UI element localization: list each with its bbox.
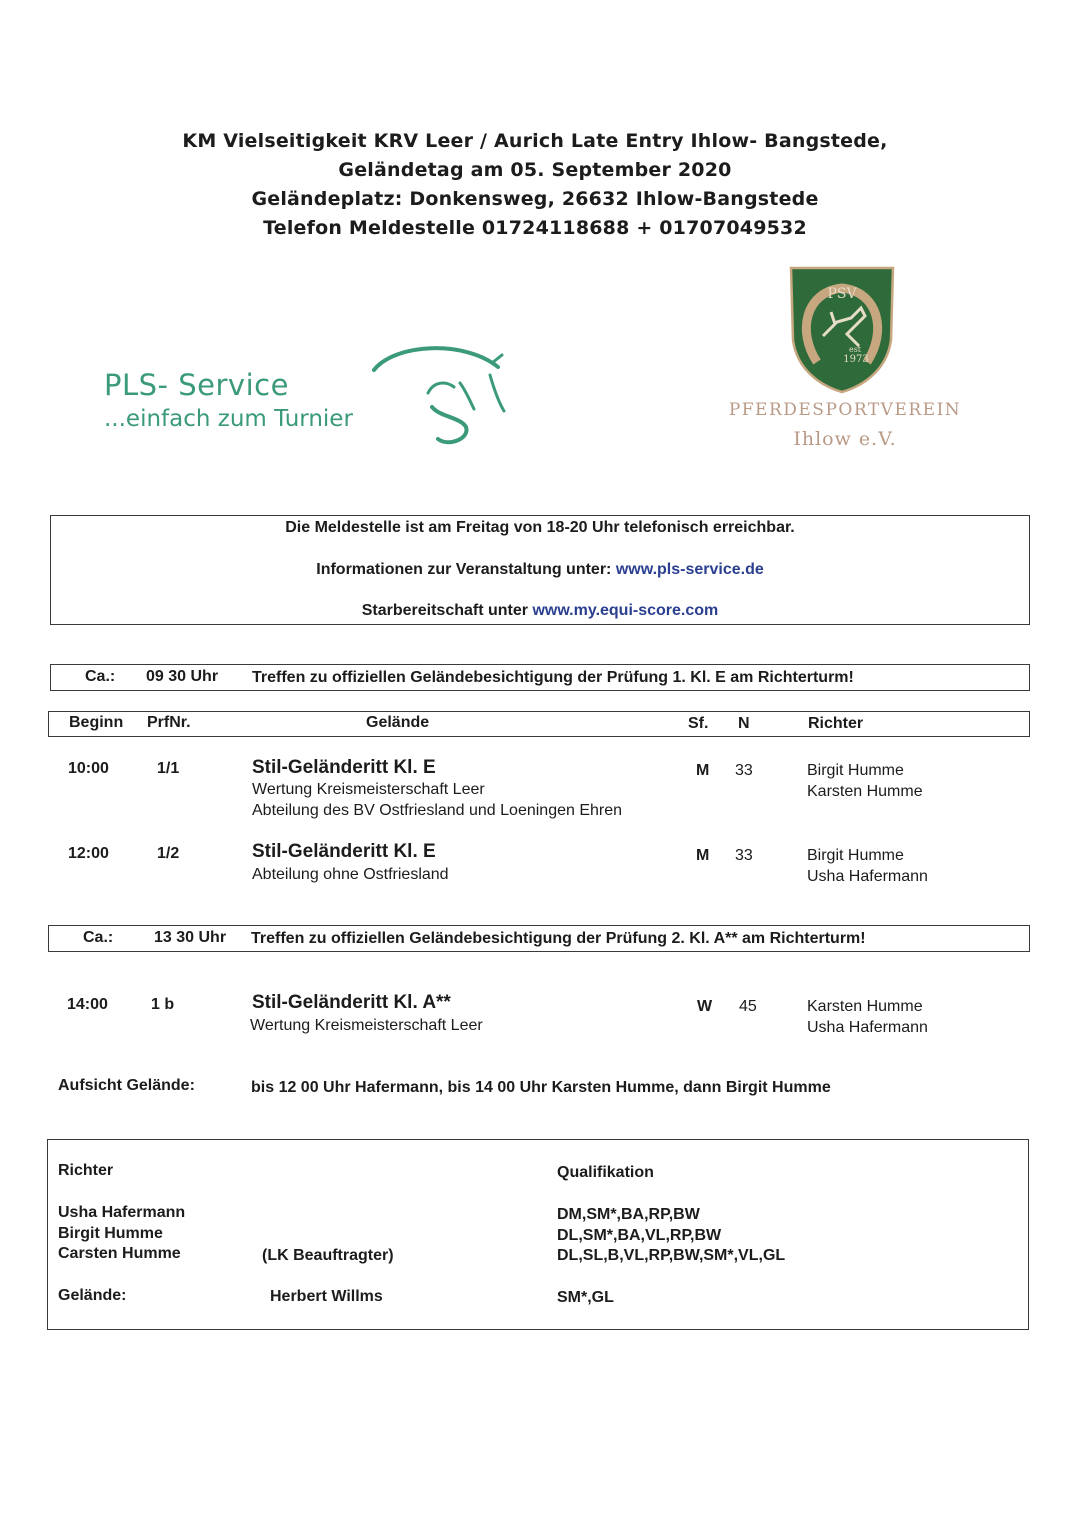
official-3-qual: DL,SL,B,VL,RP,BW,SM*,VL,GL [557,1247,786,1264]
column-header-box [48,711,1030,737]
qualifikation-label: Qualifikation [557,1164,654,1181]
event-2-judge-1: Birgit Humme [807,847,904,864]
equi-score-link[interactable]: www.my.equi-score.com [532,602,719,619]
event-1-n: 33 [735,762,753,779]
pls-logo-name: PLS- Service [104,368,289,402]
col-beginn: Beginn [69,714,124,731]
official-2-name: Birgit Humme [58,1225,163,1242]
event-1-sub-2: Abteilung des BV Ostfriesland und Loeningen Ehren [252,802,623,819]
event-3-judge-2: Usha Hafermann [807,1019,928,1036]
meeting-2-text: Treffen zu offiziellen Geländebesichtigung der Prüfung 2. Kl. A** am Richterturm! [251,930,866,947]
event-2-title: Stil-Geländeritt Kl. E [252,841,436,862]
psv-badge-est: est [848,345,862,354]
event-1-sub-1: Wertung Kreismeisterschaft Leer [252,781,485,798]
aufsicht-text: bis 12 00 Uhr Hafermann, bis 14 00 Uhr Karsten Humme, dann Birgit Humme [251,1079,831,1096]
meeting-2-ca: Ca.: [83,929,114,946]
event-1-sf: M [696,762,710,779]
col-gelaende: Gelände [366,714,430,731]
gelaende-label: Gelände: [58,1287,127,1304]
horse-jump-logo-icon [370,335,515,455]
psv-badge-icon [785,262,899,396]
col-n: N [738,715,750,732]
info-line-2-prefix: Informationen zur Veranstaltung unter: [316,561,616,578]
pls-logo-tagline: ...einfach zum Turnier [104,406,353,432]
col-prfnr: PrfNr. [147,714,191,731]
event-3-n: 45 [739,998,757,1015]
event-1-judge-2: Karsten Humme [807,783,923,800]
event-1-nr: 1/1 [157,760,180,777]
psv-subtitle: Ihlow e.V. [793,428,897,450]
event-2-n: 33 [735,847,753,864]
event-3-judge-1: Karsten Humme [807,998,923,1015]
col-richter: Richter [808,715,864,732]
gelaende-qual: SM*,GL [557,1289,614,1306]
header-line-1: KM Vielseitigkeit KRV Leer / Aurich Late Entry Ihlow- Bangstede, [182,130,888,152]
event-1-judge-1: Birgit Humme [807,762,904,779]
pls-service-link[interactable]: www.pls-service.de [615,561,764,578]
info-line-3-prefix: Starbereitschaft unter [361,602,533,619]
psv-badge-year: 1973 [843,354,869,365]
gelaende-name: Herbert Willms [270,1288,383,1305]
event-3-nr: 1 b [151,996,175,1013]
psv-name: PFERDESPORTVEREIN [728,400,962,420]
event-2-nr: 1/2 [157,845,180,862]
event-3-sf: W [697,998,713,1015]
event-3-time: 14:00 [67,996,108,1013]
meeting-1-text: Treffen zu offiziellen Geländebesichtigung der Prüfung 1. Kl. E am Richterturm! [252,669,854,686]
official-1-qual: DM,SM*,BA,RP,BW [557,1206,700,1223]
officials-box [47,1139,1029,1330]
official-2-qual: DL,SM*,BA,VL,RP,BW [557,1227,722,1244]
aufsicht-label: Aufsicht Gelände: [58,1077,195,1094]
info-line-2 [50,561,1030,579]
info-line-3 [50,602,1030,620]
header-line-4: Telefon Meldestelle 01724118688 + 01707049532 [263,217,807,239]
event-2-judge-2: Usha Hafermann [807,868,928,885]
event-1-title: Stil-Geländeritt Kl. E [252,757,436,778]
col-sf: Sf. [688,715,709,732]
info-line-1: Die Meldestelle ist am Freitag von 18-20 Uhr telefonisch erreichbar. [285,519,795,536]
official-3-note: (LK Beauftragter) [262,1247,394,1264]
official-3-name: Carsten Humme [58,1245,181,1262]
psv-badge-text: PSV [827,286,857,302]
event-3-title: Stil-Geländeritt Kl. A** [252,992,451,1013]
event-3-sub-1: Wertung Kreismeisterschaft Leer [250,1017,483,1034]
event-2-sf: M [696,847,710,864]
header-line-3: Geländeplatz: Donkensweg, 26632 Ihlow-Bangstede [251,188,819,210]
richter-label: Richter [58,1162,114,1179]
official-1-name: Usha Hafermann [58,1204,186,1221]
header-line-2: Geländetag am 05. September 2020 [338,159,732,181]
event-2-time: 12:00 [68,845,109,862]
meeting-1-time: 09 30 Uhr [146,668,219,685]
meeting-1-ca: Ca.: [85,668,116,685]
event-2-sub-1: Abteilung ohne Ostfriesland [252,866,449,883]
event-1-time: 10:00 [68,760,109,777]
meeting-2-time: 13 30 Uhr [154,929,227,946]
